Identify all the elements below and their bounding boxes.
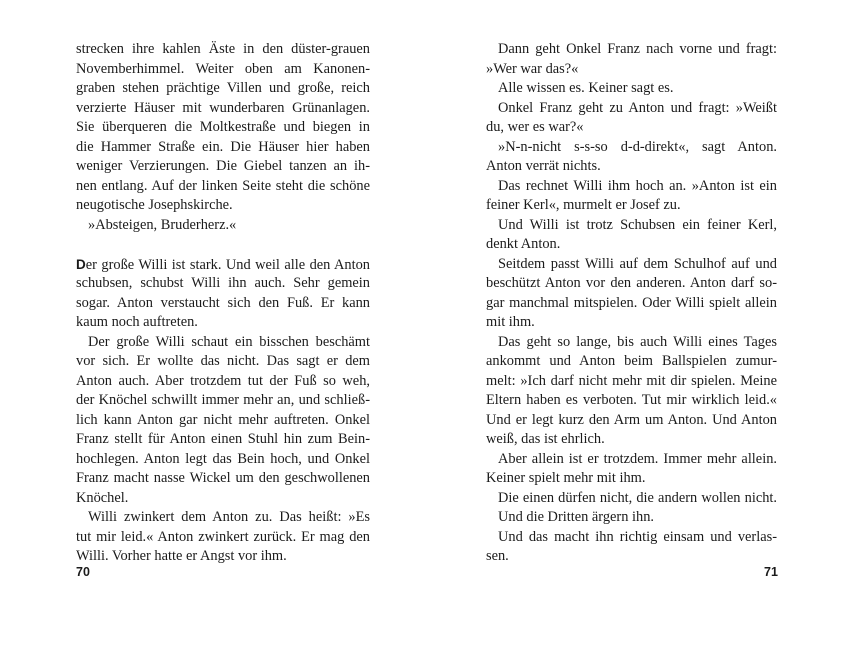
text-line: strecken ihre kahlen Äste in den düster-grauen: [76, 41, 370, 57]
text-line: feiner Kerl«, murmelt er Josef zu.: [486, 197, 681, 213]
text-line: der Knöchel schwillt immer mehr an, und schließ-: [76, 392, 370, 408]
text-line: Seitdem passt Willi auf dem Schulhof auf und: [498, 255, 777, 272]
initial-letter: D: [76, 256, 86, 272]
text-line: mit ihm.: [486, 314, 535, 330]
text-line: schubsen, schubst Willi ihn auch. Sehr gemein: [76, 275, 370, 291]
text-line: Alle wissen es. Keiner sagt es.: [498, 80, 674, 96]
text-line-with-initial: [76, 255, 370, 275]
text-line: du, wer es war?«: [486, 119, 584, 135]
text-line: »N-n-nicht s-s-so d-d-direkt«, sagt Anton.: [498, 138, 777, 155]
text-line: Franz stellt für Anton einen Stuhl hin zum Bein-: [76, 431, 370, 447]
text-line: graben stehen prächtige Villen und große, reich: [76, 80, 370, 96]
text-line: Die einen dürfen nicht, die andern wollen nicht.: [498, 489, 777, 506]
text-line: Knöchel.: [76, 489, 129, 506]
text-line: Aber allein ist er trotzdem. Immer mehr allein.: [498, 450, 777, 467]
left-page: [76, 40, 370, 567]
text-line: gar manchmal mitspielen. Oder Willi spielt allein: [486, 294, 777, 311]
text-line: Franz macht nasse Wickel um den geschwollenen: [76, 470, 370, 486]
text-line: hochlegen. Anton legt das Bein hoch, und Onkel: [76, 450, 370, 467]
page-number-left: 70: [76, 565, 90, 579]
text-line: Anton verrät nichts.: [486, 158, 601, 174]
text-line: Sie überqueren die Moltkestraße und biegen in: [76, 119, 370, 135]
text-line: kaum noch auftreten.: [76, 314, 198, 330]
text-line: Und das macht ihn richtig einsam und verlas-: [498, 528, 777, 545]
text-line: Keiner spielt mehr mit ihm.: [486, 470, 646, 486]
text-line: Willi. Vorher hatte er Angst vor ihm.: [76, 548, 287, 564]
text-line: »Absteigen, Bruderherz.«: [88, 216, 237, 233]
text-line: verzierte Häuser mit wunderbaren Grünanlagen.: [76, 99, 370, 116]
text-line: Eltern haben es verboten. Tut mir wirklich leid.«: [486, 392, 777, 408]
right-page: [486, 40, 777, 567]
text-line: Und Willi ist trotz Schubsen ein feiner Kerl,: [498, 216, 777, 233]
text-line: sen.: [486, 548, 509, 564]
text-line: weniger Verzierungen. Die Giebel tanzen an ih-: [76, 158, 370, 174]
text-line: Willi zwinkert dem Anton zu. Das heißt: »Es: [88, 509, 370, 525]
text-line: Das geht so lange, bis auch Willi eines Tages: [498, 333, 777, 350]
text-line: neugotische Josephskirche.: [76, 197, 233, 213]
text-line: »Wer war das?«: [486, 60, 579, 77]
text-line: lich kann Anton gar nicht mehr auftreten. Onkel: [76, 411, 370, 428]
text-line: Onkel Franz geht zu Anton und fragt: »Weißt: [498, 99, 777, 116]
text-line: Und er legt kurz den Arm um Anton. Und Anton: [486, 411, 777, 428]
text-line: vor sich. Er wollte das nicht. Das sagt er dem: [76, 353, 370, 369]
text-line: Anton auch. Aber trotzdem tut der Fuß so weh,: [76, 372, 370, 389]
text-line: denkt Anton.: [486, 236, 561, 252]
text-line: ankommt und Anton beim Ballspielen zumur-: [486, 353, 777, 369]
text-line: Und die Dritten ärgern ihn.: [498, 509, 654, 525]
text-line: melt: »Ich darf nicht mehr mit dir spielen. Meine: [486, 372, 777, 389]
text-line: tut mir leid.« Anton zwinkert zurück. Er mag den: [76, 528, 370, 545]
text-line: Novemberhimmel. Weiter oben am Kanonen-: [76, 60, 370, 77]
page-number-right: 71: [764, 565, 778, 579]
text-line: Das rechnet Willi ihm hoch an. »Anton ist ein: [498, 177, 777, 194]
text-line: sogar. Anton verstaucht sich den Fuß. Er kann: [76, 294, 370, 311]
text-line: beschützt Anton vor den anderen. Anton darf so-: [486, 275, 777, 291]
text-line: die Hammer Straße ein. Die Häuser hier haben: [76, 138, 370, 155]
text-line: weiß, das ist ehrlich.: [486, 431, 605, 447]
text-line: Dann geht Onkel Franz nach vorne und fragt:: [498, 41, 777, 57]
initial-line-rest: er große Willi ist stark. Und weil alle den Anton: [85, 256, 370, 273]
section-break: [76, 235, 370, 255]
text-line: Der große Willi schaut ein bisschen beschämt: [88, 333, 370, 350]
text-line: nen entlang. Auf der linken Seite steht die schöne: [76, 177, 370, 194]
